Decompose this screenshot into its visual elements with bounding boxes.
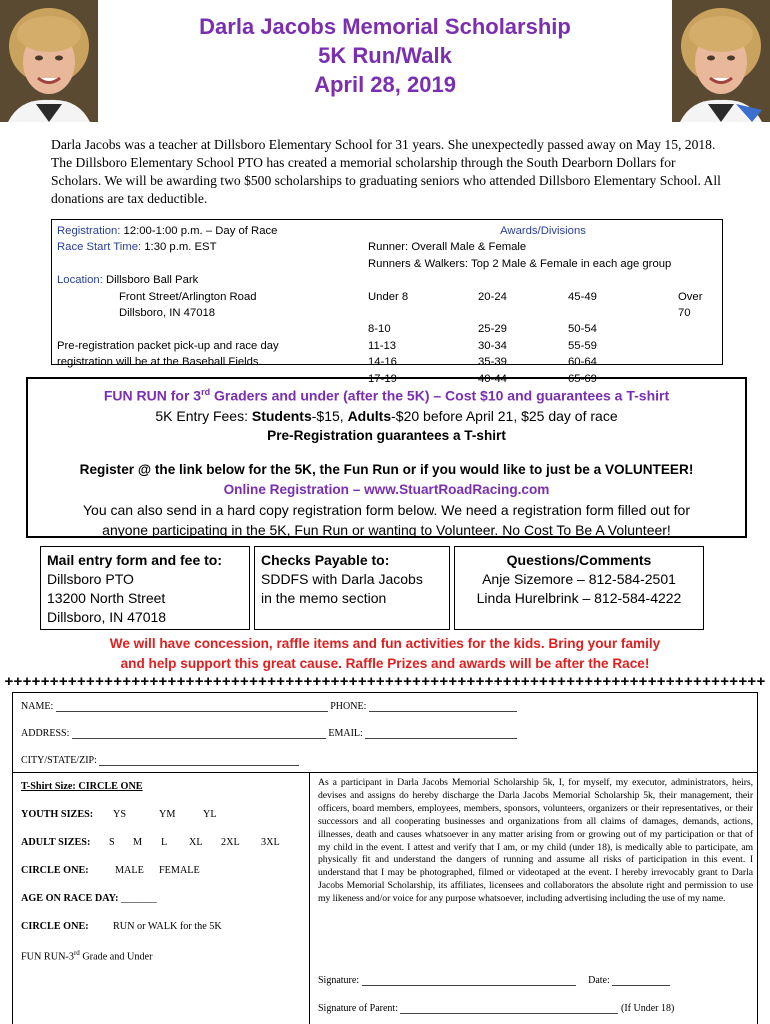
mail-heading: Mail entry form and fee to:: [47, 552, 223, 568]
title-line-3: April 28, 2019: [314, 72, 456, 97]
fun-run-option[interactable]: FUN RUN-3rd Grade and Under: [21, 949, 153, 963]
questions-box: [454, 546, 704, 630]
checks-payable-box: [254, 546, 450, 630]
event-details: [57, 223, 347, 371]
age-group: [678, 354, 718, 370]
age-group: [678, 321, 718, 337]
age-group: 25-29: [478, 323, 507, 336]
youth-sizes-label: YOUTH SIZES:: [21, 809, 94, 820]
age-group: 40-44: [478, 372, 507, 385]
packet-pickup-line-2: registration will be at the Baseball Fields.: [57, 356, 262, 369]
registration-form: [12, 692, 758, 1024]
hardcopy-note-line-1: You can also send in a hard copy registration form below. We need a registration form filled out for: [82, 501, 690, 518]
age-group: 11-13: [368, 339, 397, 352]
entry-fees: 5K Entry Fees: Students-$15, Adults-$20 before April 21, $25 day of race: [155, 407, 618, 424]
address-email-row: [21, 728, 517, 739]
event-info-box: [51, 219, 723, 385]
age-group: 17-19: [368, 372, 397, 385]
fun-run-box: [26, 377, 747, 538]
city-state-zip-field[interactable]: [99, 756, 299, 766]
race-circle-label: CIRCLE ONE:: [21, 921, 89, 932]
tshirt-heading: T-Shirt Size: CIRCLE ONE: [21, 781, 143, 792]
location-label: Location:: [57, 274, 103, 287]
location-value: Dillsboro Ball Park: [102, 274, 199, 287]
name-field[interactable]: [56, 702, 328, 712]
date-field[interactable]: [612, 976, 670, 986]
questions-contact: Linda Hurelbrink – 812-584-4222: [476, 590, 682, 606]
city-state-zip-row: [21, 755, 299, 766]
size-option[interactable]: YL: [203, 809, 217, 820]
awards-walkers: Runners & Walkers: Top 2 Male & Female in each age group: [368, 257, 672, 270]
register-note: Register @ the link below for the 5K, the Fun Run or if you would like to just be a VOLUNTEER!: [79, 461, 694, 477]
adult-sizes-label: ADULT SIZES:: [21, 837, 91, 848]
mail-entry-box: [40, 546, 250, 630]
darla-jacobs-photo-right: [672, 0, 770, 122]
darla-jacobs-photo-left: [0, 0, 98, 122]
age-group: 14-16: [368, 356, 397, 369]
title-line-2: 5K Run/Walk: [318, 43, 452, 68]
age-group-grid: [368, 289, 718, 387]
plus-divider: ++++++++++++++++++++++++++++++++++++++++++++++++++++++++++++++++++++++++++++++++++++: [4, 673, 766, 690]
questions-contact: Anje Sizemore – 812-584-2501: [482, 571, 676, 587]
signature-label: Signature:: [318, 975, 362, 986]
parent-signature-label: Signature of Parent:: [318, 1003, 401, 1014]
packet-pickup-line-1: Pre-registration packet pick-up and race day: [57, 339, 279, 352]
title-line-1: Darla Jacobs Memorial Scholarship: [199, 14, 571, 39]
phone-field[interactable]: [369, 702, 517, 712]
under-18-note: (If Under 18): [618, 1003, 675, 1014]
concession-note: [40, 634, 730, 674]
age-group: 50-54: [568, 323, 597, 336]
address-label: ADDRESS:: [21, 728, 72, 739]
size-option[interactable]: M: [133, 837, 143, 848]
parent-signature-field[interactable]: [400, 1004, 618, 1014]
awards-heading: Awards/Divisions: [500, 225, 586, 237]
awards-divisions: [368, 223, 718, 387]
checks-line: in the memo section: [261, 590, 387, 606]
age-group: Under 8: [368, 290, 409, 303]
name-phone-row: [21, 701, 517, 712]
age-group: [678, 338, 718, 354]
concession-line-1: We will have concession, raffle items and fun activities for the kids. Bring your family: [109, 636, 661, 651]
size-option[interactable]: 3XL: [261, 837, 280, 848]
age-group: Over 70: [678, 290, 703, 320]
age-group: 55-59: [568, 339, 597, 352]
fun-run-heading: FUN RUN for 3rd Graders and under (after the 5K) – Cost $10 and guarantees a T-shirt: [103, 387, 670, 404]
size-option[interactable]: S: [109, 837, 115, 848]
race-options[interactable]: RUN or WALK for the 5K: [113, 921, 222, 932]
location-city: Dillsboro, IN 47018: [119, 307, 216, 320]
concession-line-2: and help support this great cause. Raffle Prizes and awards will be after the Race!: [120, 656, 650, 671]
start-time-label: Race Start Time:: [57, 241, 142, 254]
start-time-value: 1:30 p.m. EST: [141, 241, 217, 254]
date-label: Date:: [585, 975, 613, 986]
mail-line: Dillsboro PTO: [47, 571, 134, 587]
registration-label: Registration:: [57, 225, 121, 237]
city-state-zip-label: CITY/STATE/ZIP:: [21, 755, 100, 766]
page-title: [150, 12, 620, 99]
gender-circle-label: CIRCLE ONE:: [21, 865, 89, 876]
checks-line: SDDFS with Darla Jacobs: [261, 571, 423, 587]
name-label: NAME:: [21, 701, 56, 712]
age-group: 65-69: [568, 372, 597, 385]
hardcopy-note-line-2: anyone participating in the 5K, Fun Run or wanting to Volunteer. No Cost To Be A Volunteer!: [102, 521, 671, 538]
size-option[interactable]: YS: [113, 809, 127, 820]
age-group: 30-34: [478, 339, 507, 352]
questions-heading: Questions/Comments: [506, 552, 652, 568]
age-group: 20-24: [478, 290, 507, 303]
location-street: Front Street/Arlington Road: [119, 290, 257, 303]
signature-field[interactable]: [362, 976, 576, 986]
size-option[interactable]: L: [161, 837, 168, 848]
gender-option[interactable]: MALE: [115, 865, 144, 876]
age-group: 45-49: [568, 290, 597, 303]
checks-heading: Checks Payable to:: [261, 552, 390, 568]
phone-label: PHONE:: [327, 701, 369, 712]
intro-paragraph: Darla Jacobs was a teacher at Dillsboro Elementary School for 31 years. She unexpectedly passed away on May 15, 2018. The Dillsboro Elementary School PTO has created a memorial scholarship through the South Dearborn Dollars for Scholars. We will be awarding two $500 scholarships to graduating seniors who attended Dillsboro Elementary School. All donations are tax deductible.: [51, 137, 721, 206]
parent-signature-row: [318, 1003, 674, 1014]
preregistration-note: Pre-Registration guarantees a T-shirt: [267, 427, 506, 443]
size-option[interactable]: 2XL: [221, 837, 240, 848]
signature-row: [318, 975, 670, 986]
mail-line: Dillsboro, IN 47018: [47, 609, 167, 625]
online-registration-link[interactable]: Online Registration – www.StuartRoadRacing.com: [223, 481, 550, 497]
size-option[interactable]: YM: [159, 809, 176, 820]
size-option[interactable]: XL: [189, 837, 203, 848]
awards-runner: Runner: Overall Male & Female: [368, 241, 527, 254]
registration-value: 12:00-1:00 p.m. – Day of Race: [120, 225, 278, 237]
age-field[interactable]: _______: [121, 893, 157, 904]
email-label: EMAIL:: [325, 728, 366, 739]
gender-option[interactable]: FEMALE: [159, 865, 200, 876]
age-label: AGE ON RACE DAY:: [21, 893, 119, 904]
liability-waiver: As a participant in Darla Jacobs Memorial Scholarship 5k, I, for myself, my executor, administrators, heirs, devises and assigns do hereby discharge the Darla Jacobs Memorial Scholarship 5k, their management, their officers, board members, employees, members, sponsors, volunteers, organizers or their representatives, or their successors and all cooperating businesses and organizations from all claims of damages, demands, actions, illnesses, death and causes whatsoever in any matter arising from or growing out of my participation or that of my child in the event. I attest and verify that I am, or my child (under 18), is medically able to participate, am physically fit and understand the dangers of running and assume all risks of participation in this event. I understand that I may be photographed, filmed or videotaped at the event. I hereby irrevocably grant to Darla Jacobs Memorial Scholarship, its affiliates, licensees and collaborators the absolute right and permission to use my likeness and/or voice for any purpose whatsoever, including advertising including the use of my name.: [318, 777, 753, 905]
age-group: 35-39: [478, 356, 507, 369]
address-field[interactable]: [72, 729, 326, 739]
mail-line: 13200 North Street: [47, 590, 166, 606]
email-field[interactable]: [365, 729, 517, 739]
age-group: 60-64: [568, 356, 597, 369]
age-group: 8-10: [368, 323, 391, 336]
